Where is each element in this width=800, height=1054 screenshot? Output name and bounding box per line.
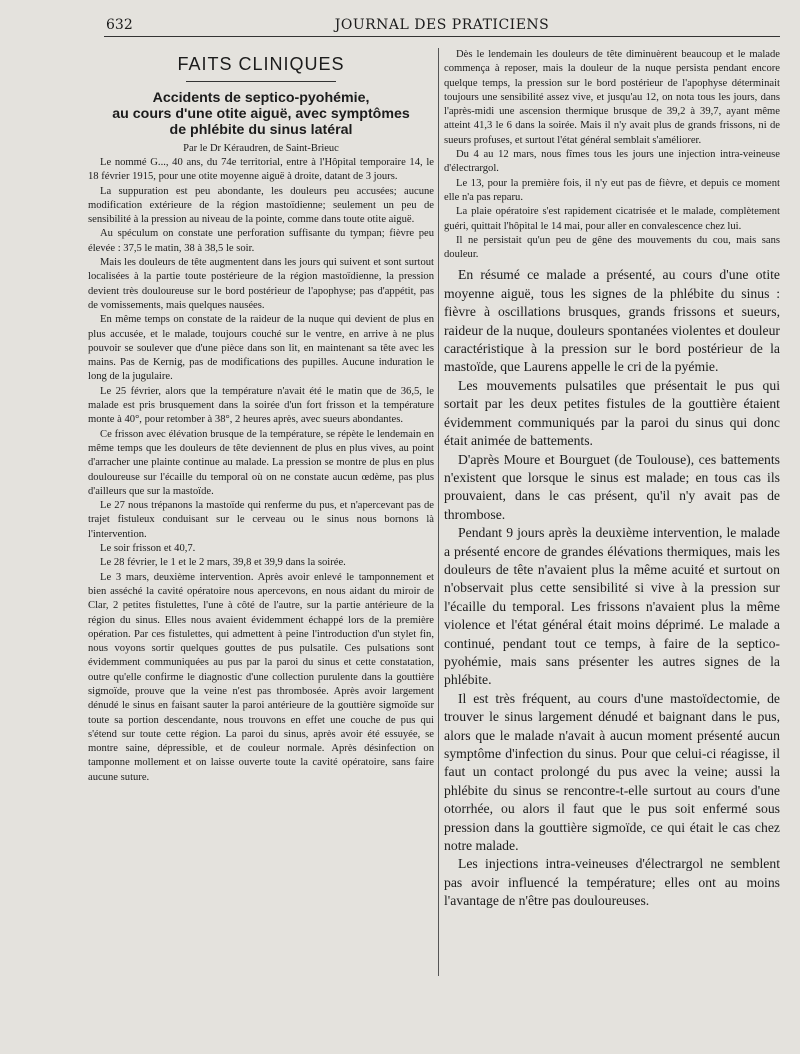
running-header [104, 14, 780, 37]
paragraph: Les injections intra-veineuses d'électrargol ne semblent pas avoir influencé la température; elles ont au moins l'avantage de n'être pas douloureuses. [444, 856, 780, 909]
section-rule [186, 81, 336, 82]
right-small-body [444, 48, 780, 262]
article-author: Par le Dr Kéraudren, de Saint-Brieuc [183, 143, 339, 154]
paragraph: En résumé ce malade a présenté, au cours d'une otite moyenne aiguë, tous les signes de la phlébite du sinus : fièvre à oscillations brusques, grands frissons et sueurs, raideur de la nuque, douleurs spontanées violentes et douleur caractéristique à la pression sur le bord postérieur de la mastoïde, que Laurens appelle le cri de la pyémie. [444, 267, 780, 375]
journal-title: JOURNAL DES PRATICIENS [334, 17, 550, 33]
paragraph: Le 25 février, alors que la température n'avait été le matin que de 36,5, le malade est pris brusquement dans la soirée d'un fort frisson et la température monte à 40°, pour retomber à 38°, 2 heures après, avec sueurs abondantes. [88, 385, 434, 426]
paragraph: La suppuration est peu abondante, les douleurs peu accusées; aucune modification extérieure de la région mastoïdienne; seulement un peu de sensibilité à la pression au niveau de la pointe, comme dans toute otite aiguë. [88, 185, 434, 226]
paragraph: Du 4 au 12 mars, nous fîmes tous les jours une injection intra-veineuse d'électrargol. [444, 149, 780, 175]
paragraph: En même temps on constate de la raideur de la nuque qui devient de plus en plus accusée, et le malade, toujours couché sur le ventre, en arrive à ne plus pouvoir se soulever que d'une pièce dans son lit, en maintenant sa tête avec les mains. Pas de Kernig, pas de modifications des pupilles. Aucune induration le long de la jugulaire. [88, 314, 434, 383]
right-large-body [444, 266, 780, 910]
left-body [88, 156, 434, 785]
paragraph: Les mouvements pulsatiles que présentait le pus qui sortait par les deux petites fistules de la gouttière étaient évidemment communiqués par la paroi du sinus qui donc était animée de battements. [444, 377, 780, 449]
article-title [88, 90, 434, 138]
paragraph: Le 3 mars, deuxième intervention. Après avoir enlevé le tamponnement et bien asséché la cavité opératoire nous apercevons, en nous aidant du miroir de Clar, 2 petites fistulettes, l'une à côté de l'autre, sur la partie antérieure de la région du sinus. Elles nous avaient évidemment échappé lors de la première opération. Par ces fistulettes, qui admettent à peine l'introduction d'un stylet fin, nous voyons sortir quelques gouttes de pus pulsatile. Ces pulsations sont évidemment communiquées au pus par la paroi du sinus et cette constatation, outre qu'elle confirme le diagnostic d'une collection purulente dans la gouttière sigmoïde, prouve que la veine n'est pas thrombosée. Après avoir largement dénudé le sinus en faisant sauter la paroi antérieure de la gouttière sigmoïde sur toute sa portion descendante, nous trouvons en effet une couche de pus qui s'étend sur toute cette région. La paroi du sinus, après avoir été essuyée, se montre saine, dépressible, et de couleur normale. Après désinfection on tamponne mollement et on laisse ouverte toute la cavité opératoire, sans faire aucune suture. [88, 571, 434, 783]
paragraph: Le nommé G..., 40 ans, du 74e territorial, entre à l'Hôpital temporaire 14, le 18 février 1915, pour une otite moyenne aiguë à droite, datant de 3 jours. [88, 157, 434, 183]
right-column [444, 48, 780, 1048]
paragraph: Ce frisson avec élévation brusque de la température, se répète le lendemain en même temps que les douleurs de tête deviennent de plus en plus vives, au point d'arracher une plainte continue au malade. La pression se montre de plus en plus douloureuse sur l'écaille du temporal où on ne constate aucun œdème, pas plus d'ailleurs que sur la mastoïde. [88, 428, 434, 497]
paragraph: Le soir frisson et 40,7. [100, 543, 196, 555]
article-title-line: au cours d'une otite aiguë, avec symptômes [112, 106, 410, 122]
column-divider [438, 48, 439, 976]
page-number: 632 [106, 17, 133, 33]
paragraph: D'après Moure et Bourguet (de Toulouse), ces battements n'existent que lorsque le sinus est malade; en tous cas ils prouvaient, dans le cas présent, qu'il n'y avait pas de thrombose. [444, 451, 780, 522]
section-title: FAITS CLINIQUES [177, 54, 345, 74]
paragraph: Le 13, pour la première fois, il n'y eut pas de fièvre, et depuis ce moment elle n'a pas reparu. [444, 177, 780, 203]
left-column [88, 48, 434, 1048]
paragraph: Il ne persistait qu'un peu de gêne des mouvements du cou, mais sans douleur. [444, 234, 780, 261]
paragraph: Mais les douleurs de tête augmentent dans les jours qui suivent et sont surtout localisées à la partie toute postérieure de la région mastoïdienne, la pression devient très douloureuse sur le bord postérieur de l'apophyse; pas d'appétit, pas de vomissements, mais quelques nausées. [88, 257, 434, 311]
article-title-line: Accidents de septico-pyohémie, [152, 90, 370, 106]
paragraph: Au spéculum on constate une perforation suffisante du tympan; fièvre peu élevée : 37,5 le matin, 38 à 38,5 le soir. [88, 228, 434, 254]
paragraph: Il est très fréquent, au cours d'une mastoïdectomie, de trouver le sinus largement dénudé et baignant dans le pus, alors que le malade n'avait à aucun moment présenté aucun symptôme d'infection du sinus. Pour que celui-ci réagisse, il faut un contact prolongé du pus avec la veine; aussi la phlébite du sinus se rencontre-t-elle surtout au cours d'une otorrhée, ou alors il faut que le pus soit enfermé sous pression dans la gouttière sigmoïde, ce qui était le cas chez notre malade. [444, 690, 780, 854]
paragraph: Dès le lendemain les douleurs de tête diminuèrent beaucoup et le malade commença à reposer, mais la douleur de la nuque persista pendant encore quelque temps, la pression sur le bord postérieur de l'apophyse déterminait toujours une sensibilité assez vive, et jusqu'au 12, on nota tous les jours, dans l'après-midi une ascension thermique brusque de 39,2 à 39,7, ayant même atteint 41,3 le 6 dans la soirée. Mais il n'y avait plus de grands frissons, ni de sueurs profuses, et surtout l'état général semblait s'améliorer. [444, 49, 780, 146]
article-title-line: de phlébite du sinus latéral [169, 122, 353, 138]
paragraph: La plaie opératoire s'est rapidement cicatrisée et le malade, complètement guéri, quittait l'hôpital le 14 mai, pour aller en convalescence chez lui. [444, 206, 780, 232]
paragraph: Pendant 9 jours après la deuxième intervention, le malade a présenté encore de grandes élévations thermiques, mais les douleurs de tête n'avaient plus la même acuité et surtout on n'observait plus cette sensibilité si vive à la pression sur l'écaille du temporal. Les frissons n'avaient plus la même violence et l'état général était moins déprimé. Le malade a continué, pendant tout ce temps, à faire de la septico-pyohémie, mais sans présenter les autres signes de la phlébite. [444, 525, 780, 688]
paragraph: Le 27 nous trépanons la mastoïde qui renferme du pus, et n'apercevant pas de trajet fistuleux conduisant sur le cerveau ou le sinus nous bornons là l'intervention. [88, 500, 434, 540]
paragraph: Le 28 février, le 1 et le 2 mars, 39,8 et 39,9 dans la soirée. [100, 557, 346, 569]
